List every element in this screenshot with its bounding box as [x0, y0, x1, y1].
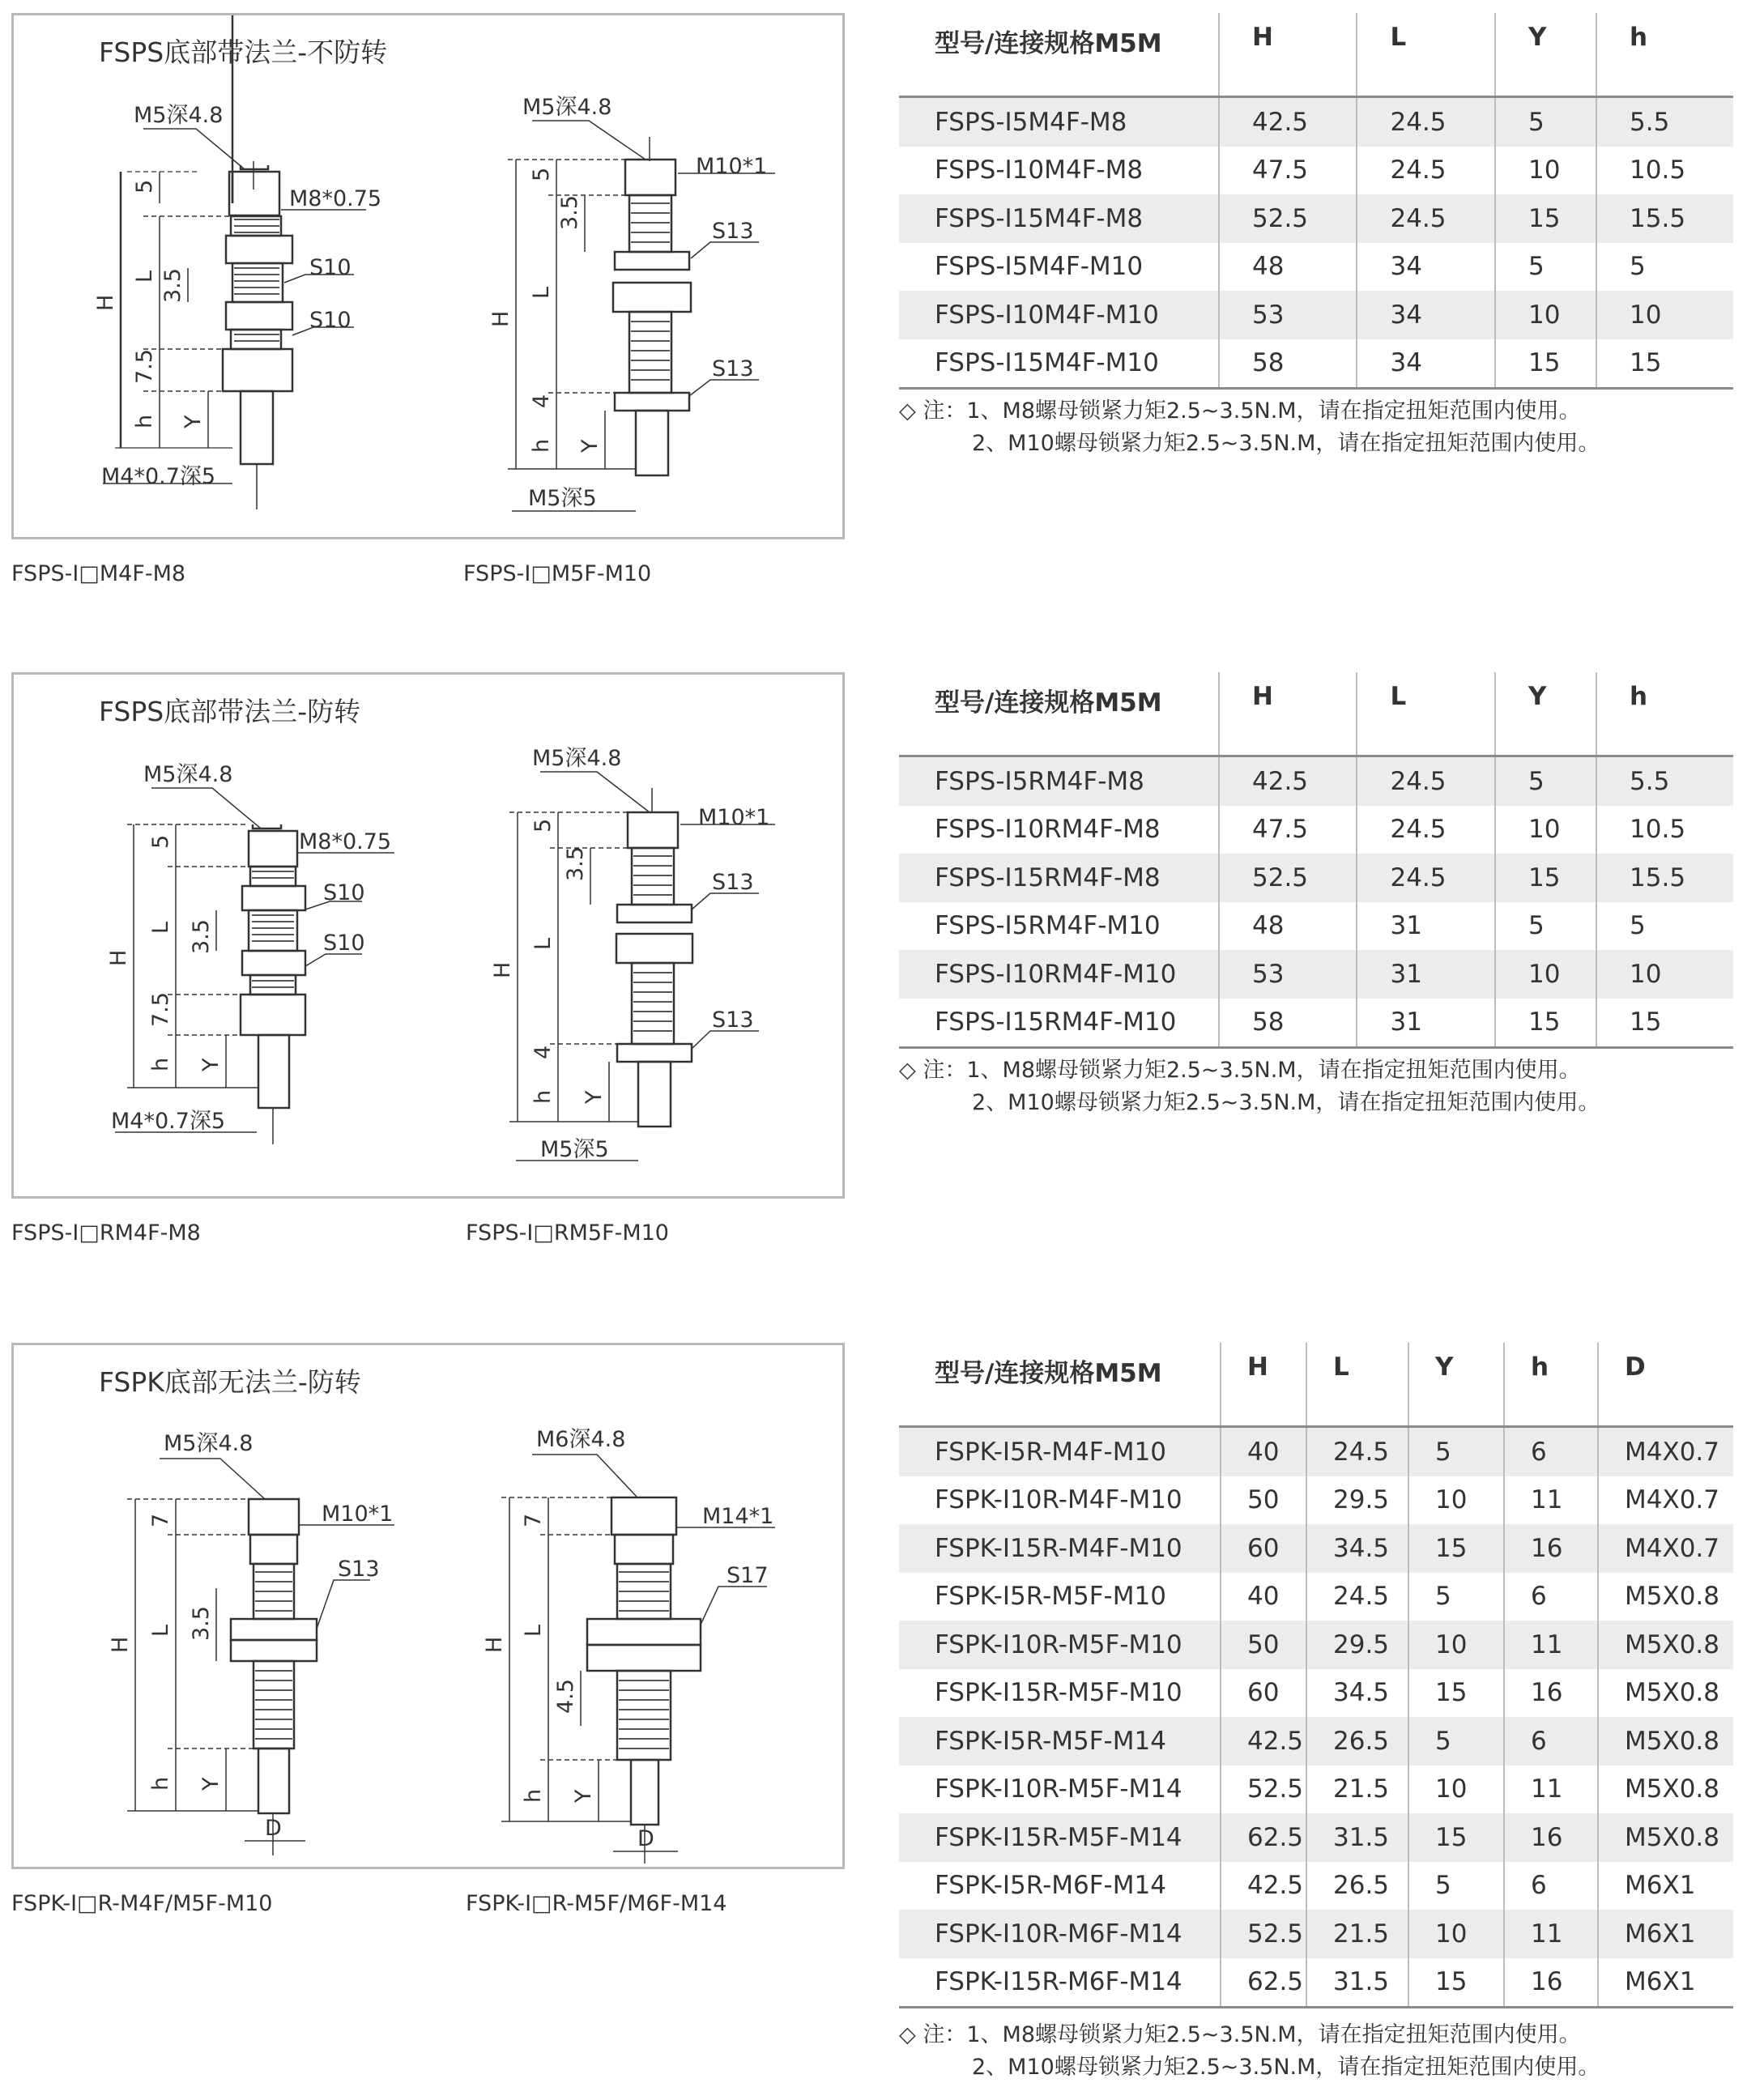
- cell-value: 52.5: [1221, 1766, 1306, 1814]
- cell-value: 15: [1495, 194, 1596, 243]
- cell-model: FSPS-I10M4F-M8: [935, 155, 1144, 185]
- dim-label: Y: [577, 439, 603, 453]
- dim-label: h: [132, 414, 157, 428]
- cell-value: 10: [1495, 806, 1596, 854]
- cell-value: 5: [1495, 97, 1596, 147]
- dim-label: S17: [726, 1563, 769, 1588]
- cell-model: FSPK-I10R-M4F-M10: [935, 1485, 1182, 1515]
- technical-drawing: [14, 1345, 842, 1867]
- drawing-right: [616, 788, 692, 1127]
- cell-value: 47.5: [1219, 806, 1357, 854]
- cell-value: 42.5: [1221, 1717, 1306, 1766]
- cell-value: 53: [1219, 950, 1357, 999]
- table-row: [899, 1669, 1733, 1718]
- dim-label: 3.5: [189, 1606, 214, 1641]
- dim-label: M5深4.8: [143, 762, 233, 787]
- table-header-row: [899, 1343, 1733, 1427]
- dim-label: S13: [712, 356, 754, 381]
- drawing-right-threads: [619, 1572, 669, 1749]
- cell-value: 10.5: [1596, 806, 1733, 854]
- drawing-left-threads: [255, 1572, 292, 1739]
- table-notes: [899, 2019, 1600, 2084]
- col-header: H: [1219, 13, 1357, 97]
- cell-value: 42.5: [1219, 97, 1357, 147]
- drawing-left-threads: [234, 219, 279, 341]
- cell-model: FSPK-I5R-M4F-M10: [899, 1427, 1221, 1476]
- dim-label: 4.5: [553, 1679, 578, 1714]
- panel-title: FSPK底部无法兰-防转: [99, 1366, 361, 1398]
- cell-value: 16: [1504, 1958, 1598, 2008]
- dim-label: H: [108, 1636, 133, 1653]
- cell-value: 34: [1357, 243, 1494, 292]
- cell-model: FSPK-I15R-M6F-M14: [899, 1958, 1221, 2008]
- table-row: [899, 1427, 1733, 1476]
- dim-label: L: [530, 937, 556, 950]
- dim-label: S10: [309, 308, 352, 333]
- table-row: [899, 1910, 1733, 1958]
- cell-model: FSPS-I5M4F-M10: [935, 252, 1144, 282]
- drawing-right: [613, 137, 691, 475]
- dim-label: M5深4.8: [522, 95, 612, 120]
- dim-label: 3.5: [563, 846, 588, 881]
- cell-value: 10: [1596, 291, 1733, 339]
- table-row: [899, 999, 1733, 1048]
- technical-drawing: [14, 15, 842, 537]
- cell-value: 10: [1495, 147, 1596, 195]
- cell-value: 42.5: [1219, 756, 1357, 806]
- dim-label: L: [148, 1624, 173, 1637]
- cell-value: 5: [1408, 1427, 1504, 1476]
- note-line: 2、M10螺母锁紧力矩2.5~3.5N.M，请在指定扭矩范围内使用。: [972, 431, 1600, 456]
- drawing-caption-right: FSPS-I□M5F-M10: [463, 561, 652, 586]
- cell-value: M5X0.8: [1598, 1573, 1733, 1621]
- note-line: ◇ 注：1、M8螺母锁紧力矩2.5~3.5N.M，请在指定扭矩范围内使用。: [899, 2022, 1581, 2047]
- dim-label: 5: [529, 167, 554, 181]
- dim-label: Y: [198, 1777, 224, 1791]
- col-header: H: [1219, 672, 1357, 756]
- drawing-caption-right: FSPK-I□R-M5F/M6F-M14: [466, 1891, 727, 1916]
- spec-table-wrap: [899, 13, 1733, 390]
- dim-label: Y: [181, 415, 206, 428]
- cell-value: 15: [1408, 1524, 1504, 1573]
- cell-value: 24.5: [1357, 97, 1494, 147]
- cell-value: 15: [1408, 1958, 1504, 2008]
- dim-label: Y: [198, 1058, 224, 1071]
- cell-value: M4X0.7: [1598, 1427, 1733, 1476]
- cell-model: FSPS-I15RM4F-M8: [899, 854, 1219, 902]
- table-row: [899, 854, 1733, 902]
- table-row: [899, 1573, 1733, 1621]
- col-header: 型号/连接规格M5M: [899, 13, 1219, 97]
- cell-value: 34: [1357, 291, 1494, 339]
- spec-table-wrap: [899, 672, 1733, 1049]
- cell-value: M6X1: [1598, 1862, 1733, 1910]
- dim-label: H: [490, 961, 515, 978]
- dim-label: S13: [712, 870, 754, 895]
- col-header: H: [1221, 1343, 1306, 1427]
- cell-model: FSPK-I5R-M6F-M14: [935, 1871, 1166, 1901]
- dim-label: 5: [148, 834, 173, 849]
- table-row: [899, 1958, 1733, 2008]
- cell-value: 10: [1495, 291, 1596, 339]
- cell-value: 10.5: [1596, 147, 1733, 195]
- drawing-caption-left: FSPS-I□RM4F-M8: [11, 1220, 201, 1246]
- table-header-row: [899, 13, 1733, 97]
- cell-model: FSPS-I5RM4F-M8: [899, 756, 1219, 806]
- drawing-panel: [11, 672, 845, 1199]
- table-row: [899, 1813, 1733, 1862]
- cell-value: 16: [1504, 1813, 1598, 1862]
- cell-value: 11: [1504, 1910, 1598, 1958]
- cell-value: 60: [1221, 1669, 1306, 1718]
- drawing-left-labels: [93, 103, 381, 489]
- cell-model: FSPK-I5R-M5F-M14: [899, 1717, 1221, 1766]
- drawing-left: [115, 15, 292, 509]
- dim-label: L: [521, 1624, 546, 1637]
- table-row: [899, 194, 1733, 243]
- cell-value: 40: [1221, 1427, 1306, 1476]
- spec-table-wrap: [899, 1343, 1733, 2008]
- cell-value: 53: [1219, 291, 1357, 339]
- cell-model: FSPK-I10R-M5F-M10: [899, 1621, 1221, 1669]
- cell-value: 62.5: [1221, 1958, 1306, 2008]
- dim-label: M5深5: [540, 1137, 609, 1162]
- cell-value: 6: [1504, 1862, 1598, 1910]
- cell-model: FSPS-I5RM4F-M10: [935, 911, 1161, 941]
- cell-value: M5X0.8: [1598, 1621, 1733, 1669]
- dim-label: H: [488, 310, 513, 327]
- cell-model: FSPS-I10RM4F-M10: [899, 950, 1219, 999]
- dim-label: M5深5: [528, 486, 597, 511]
- cell-value: 47.5: [1219, 147, 1357, 195]
- cell-value: 5: [1596, 243, 1733, 292]
- table-row: [899, 1524, 1733, 1573]
- dim-label: h: [521, 1788, 546, 1803]
- cell-value: 29.5: [1306, 1476, 1408, 1525]
- cell-value: 21.5: [1306, 1910, 1408, 1958]
- dim-label: L: [132, 270, 157, 283]
- dim-label: 4: [529, 394, 554, 408]
- col-header: h: [1596, 672, 1733, 756]
- cell-value: 50: [1221, 1621, 1306, 1669]
- cell-value: 15: [1408, 1813, 1504, 1862]
- col-header: 型号/连接规格M5M: [899, 672, 1219, 756]
- panel-title: FSPS底部带法兰-不防转: [99, 36, 388, 68]
- cell-value: 60: [1221, 1524, 1306, 1573]
- dim-label: 3.5: [189, 919, 214, 954]
- cell-value: 31: [1357, 999, 1494, 1048]
- cell-model: FSPS-I10M4F-M10: [899, 291, 1219, 339]
- cell-value: 15: [1596, 999, 1733, 1048]
- dim-label: M10*1: [322, 1502, 394, 1527]
- table-row: [899, 339, 1733, 389]
- cell-value: M4X0.7: [1598, 1524, 1733, 1573]
- cell-value: 5: [1408, 1862, 1504, 1910]
- cell-value: M5X0.8: [1598, 1766, 1733, 1814]
- dim-label: M5深4.8: [134, 103, 224, 128]
- col-header: h: [1596, 13, 1733, 97]
- cell-value: 16: [1504, 1524, 1598, 1573]
- cell-value: 34.5: [1306, 1524, 1408, 1573]
- cell-model: FSPK-I10R-M5F-M14: [935, 1774, 1182, 1804]
- cell-value: 10: [1495, 950, 1596, 999]
- table-row: [899, 291, 1733, 339]
- cell-value: 11: [1504, 1476, 1598, 1525]
- cell-value: 15: [1495, 339, 1596, 389]
- cell-value: 31: [1357, 950, 1494, 999]
- dim-label: S13: [712, 219, 754, 244]
- dim-label: h: [148, 1776, 173, 1791]
- cell-value: 16: [1504, 1669, 1598, 1718]
- dim-label: 5: [530, 818, 556, 833]
- cell-value: M6X1: [1598, 1958, 1733, 2008]
- cell-value: 24.5: [1357, 854, 1494, 902]
- table-notes: [899, 395, 1600, 460]
- cell-value: 52.5: [1219, 194, 1357, 243]
- dim-label: M6深4.8: [536, 1427, 626, 1452]
- cell-value: 34.5: [1306, 1669, 1408, 1718]
- drawing-left: [231, 1499, 317, 1855]
- dim-label: S10: [323, 880, 365, 905]
- cell-value: 31.5: [1306, 1813, 1408, 1862]
- drawing-left-labels: [108, 1431, 393, 1841]
- cell-value: 15: [1596, 339, 1733, 389]
- table-row: [899, 97, 1733, 147]
- technical-drawing: [14, 675, 842, 1196]
- cell-value: 29.5: [1306, 1621, 1408, 1669]
- cell-value: 24.5: [1306, 1573, 1408, 1621]
- cell-value: 6: [1504, 1427, 1598, 1476]
- dim-label: M10*1: [698, 805, 770, 830]
- drawing-left: [241, 824, 305, 1144]
- cell-value: 5: [1495, 243, 1596, 292]
- dim-label: 7: [148, 1513, 173, 1527]
- dim-label: h: [529, 438, 554, 453]
- dim-label: M5深4.8: [164, 1431, 254, 1456]
- dim-label: Y: [571, 1789, 596, 1803]
- dim-label: Y: [582, 1090, 607, 1104]
- drawing-right-labels: [488, 95, 767, 511]
- cell-model: FSPK-I15R-M5F-M10: [935, 1678, 1182, 1708]
- cell-value: 11: [1504, 1621, 1598, 1669]
- cell-value: M5X0.8: [1598, 1669, 1733, 1718]
- cell-model: FSPK-I10R-M6F-M14: [899, 1910, 1221, 1958]
- dim-label: L: [148, 921, 173, 934]
- table-header-row: [899, 672, 1733, 756]
- cell-value: M6X1: [1598, 1910, 1733, 1958]
- col-header: D: [1598, 1343, 1733, 1427]
- drawing-right-labels: [490, 746, 769, 1162]
- dim-label: 7.5: [148, 992, 173, 1027]
- cell-value: 21.5: [1306, 1766, 1408, 1814]
- cell-value: 11: [1504, 1766, 1598, 1814]
- cell-model: FSPS-I15RM4F-M10: [899, 999, 1219, 1048]
- drawing-caption-left: FSPK-I□R-M4F/M5F-M10: [11, 1891, 273, 1916]
- col-header: L: [1357, 13, 1494, 97]
- table-row: [899, 1717, 1733, 1766]
- cell-value: 10: [1408, 1910, 1504, 1958]
- dim-label: S10: [323, 931, 365, 956]
- cell-value: 10: [1596, 950, 1733, 999]
- cell-value: 15: [1408, 1669, 1504, 1718]
- cell-value: 15: [1495, 854, 1596, 902]
- drawing-caption-left: FSPS-I□M4F-M8: [11, 561, 186, 586]
- cell-value: 48: [1219, 902, 1357, 951]
- cell-value: 42.5: [1221, 1862, 1306, 1910]
- table-row: [899, 1766, 1733, 1814]
- cell-value: 24.5: [1357, 194, 1494, 243]
- cell-model: FSPS-I5M4F-M8: [899, 97, 1219, 147]
- dim-label: S13: [712, 1007, 754, 1033]
- drawing-panel: [11, 13, 845, 539]
- drawing-right-labels: [482, 1427, 773, 1851]
- spec-table: [899, 1343, 1733, 2008]
- cell-value: 6: [1504, 1717, 1598, 1766]
- cell-value: 52.5: [1221, 1910, 1306, 1958]
- drawing-left-threads: [252, 871, 294, 987]
- cell-value: M5X0.8: [1598, 1717, 1733, 1766]
- cell-value: 31.5: [1306, 1958, 1408, 2008]
- note-line: ◇ 注：1、M8螺母锁紧力矩2.5~3.5N.M，请在指定扭矩范围内使用。: [899, 1058, 1581, 1083]
- table-row: [899, 806, 1733, 854]
- note-line: ◇ 注：1、M8螺母锁紧力矩2.5~3.5N.M，请在指定扭矩范围内使用。: [899, 398, 1581, 424]
- table-row: [899, 243, 1733, 292]
- col-header: h: [1504, 1343, 1598, 1427]
- drawing-right-threads: [631, 203, 670, 380]
- cell-value: 10: [1408, 1621, 1504, 1669]
- dim-label: 5: [132, 179, 157, 194]
- dim-label: H: [93, 294, 118, 311]
- dim-label: 4: [530, 1045, 556, 1059]
- dim-label: H: [482, 1636, 507, 1653]
- dim-label: M4*0.7深5: [111, 1109, 226, 1134]
- drawing-caption-right: FSPS-I□RM5F-M10: [466, 1220, 669, 1246]
- dim-label: 3.5: [160, 268, 185, 303]
- cell-value: 5: [1408, 1717, 1504, 1766]
- cell-value: 6: [1504, 1573, 1598, 1621]
- table-row: [899, 950, 1733, 999]
- table-row: [899, 1621, 1733, 1669]
- dim-label: M14*1: [702, 1504, 774, 1529]
- cell-value: 5.5: [1596, 756, 1733, 806]
- cell-value: 34: [1357, 339, 1494, 389]
- dim-label: S10: [309, 255, 352, 280]
- dim-label: M10*1: [696, 154, 768, 179]
- dim-label: M5深4.8: [532, 746, 622, 771]
- cell-value: 26.5: [1306, 1717, 1408, 1766]
- cell-value: 26.5: [1306, 1862, 1408, 1910]
- dim-label: 7.5: [132, 349, 157, 384]
- cell-value: 15.5: [1596, 194, 1733, 243]
- cell-value: 10: [1408, 1766, 1504, 1814]
- col-header: 型号/连接规格M5M: [899, 1343, 1221, 1427]
- dim-label: 7: [521, 1513, 546, 1527]
- col-header: L: [1357, 672, 1494, 756]
- dim-label: S13: [338, 1557, 380, 1582]
- cell-value: 58: [1219, 339, 1357, 389]
- cell-value: 24.5: [1357, 756, 1494, 806]
- col-header: L: [1306, 1343, 1408, 1427]
- col-header: Y: [1495, 13, 1596, 97]
- dim-label: M4*0.7深5: [101, 464, 216, 489]
- cell-value: 5: [1408, 1573, 1504, 1621]
- panel-title: FSPS底部带法兰-防转: [99, 696, 361, 727]
- spec-table: [899, 672, 1733, 1049]
- dim-label: 3.5: [557, 195, 582, 230]
- dim-label: h: [530, 1089, 556, 1104]
- cell-value: 5: [1596, 902, 1733, 951]
- cell-value: M4X0.7: [1598, 1476, 1733, 1525]
- cell-value: 15: [1495, 999, 1596, 1048]
- spec-table: [899, 13, 1733, 390]
- drawing-right-threads: [633, 856, 672, 1031]
- dim-label: D: [637, 1826, 654, 1851]
- dim-label: M8*0.75: [289, 186, 382, 211]
- cell-value: 15.5: [1596, 854, 1733, 902]
- note-line: 2、M10螺母锁紧力矩2.5~3.5N.M，请在指定扭矩范围内使用。: [972, 2055, 1600, 2080]
- cell-model: FSPS-I10RM4F-M8: [935, 815, 1161, 845]
- cell-value: 31: [1357, 902, 1494, 951]
- dim-label: L: [529, 286, 554, 299]
- cell-model: FSPK-I15R-M4F-M10: [899, 1524, 1221, 1573]
- cell-value: 24.5: [1357, 806, 1494, 854]
- table-row: [899, 756, 1733, 806]
- cell-value: 62.5: [1221, 1813, 1306, 1862]
- drawing-panel: [11, 1343, 845, 1869]
- cell-value: 52.5: [1219, 854, 1357, 902]
- cell-model: FSPK-I5R-M5F-M10: [935, 1582, 1166, 1612]
- note-line: 2、M10螺母锁紧力矩2.5~3.5N.M，请在指定扭矩范围内使用。: [972, 1090, 1600, 1115]
- cell-value: M5X0.8: [1598, 1813, 1733, 1862]
- cell-value: 48: [1219, 243, 1357, 292]
- dim-label: H: [106, 949, 131, 966]
- cell-value: 10: [1408, 1476, 1504, 1525]
- cell-value: 50: [1221, 1476, 1306, 1525]
- table-row: [899, 147, 1733, 195]
- cell-model: FSPK-I15R-M5F-M14: [899, 1813, 1221, 1862]
- cell-value: 5: [1495, 902, 1596, 951]
- table-row: [899, 1476, 1733, 1525]
- cell-value: 5: [1495, 756, 1596, 806]
- col-header: Y: [1495, 672, 1596, 756]
- cell-value: 24.5: [1357, 147, 1494, 195]
- cell-model: FSPS-I15M4F-M8: [899, 194, 1219, 243]
- dim-label: h: [148, 1057, 173, 1071]
- table-notes: [899, 1054, 1600, 1119]
- dim-label: M8*0.75: [299, 829, 392, 854]
- cell-value: 5.5: [1596, 97, 1733, 147]
- col-header: Y: [1408, 1343, 1504, 1427]
- cell-value: 58: [1219, 999, 1357, 1048]
- cell-value: 24.5: [1306, 1427, 1408, 1476]
- dim-label: D: [265, 1816, 282, 1841]
- cell-value: 40: [1221, 1573, 1306, 1621]
- table-row: [899, 1862, 1733, 1910]
- cell-model: FSPS-I15M4F-M10: [899, 339, 1219, 389]
- table-row: [899, 902, 1733, 951]
